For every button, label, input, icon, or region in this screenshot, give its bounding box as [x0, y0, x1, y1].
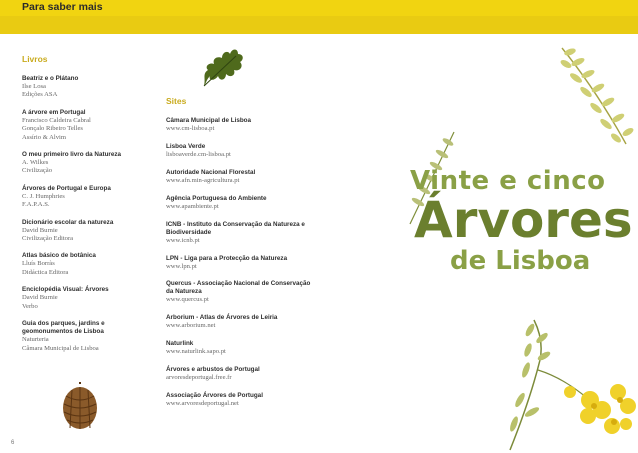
site-title: LPN - Liga para a Protecção da Natureza	[166, 254, 288, 262]
logo-line-3: de Lisboa	[450, 246, 591, 276]
site-entry	[166, 143, 316, 159]
site-url-link[interactable]: www.arvoresdeportugal.net	[166, 400, 239, 408]
site-title: Associação Árvores de Portugal	[166, 392, 263, 400]
book-detail: Ilse Losa	[22, 83, 46, 90]
site-entry	[166, 221, 316, 245]
book-detail: Naturteria	[22, 336, 49, 344]
site-entry	[166, 169, 316, 185]
site-url-link[interactable]: www.apambiente.pt	[166, 202, 219, 210]
books-section	[22, 54, 142, 362]
book-title: Dicionário escolar da natureza	[22, 218, 114, 226]
book-detail: Lluís Borràs	[22, 260, 55, 268]
site-url-link[interactable]: www.afn.min-agricultura.pt	[166, 176, 240, 184]
book-detail: Civilização	[22, 167, 53, 175]
site-title: Arborium - Atlas de Árvores de Leiria	[166, 314, 278, 322]
flowering-branch-illustration	[470, 300, 638, 453]
site-entry	[166, 366, 316, 382]
site-url-link[interactable]: www.cm-lisboa.pt	[166, 125, 215, 132]
book-detail: C. J. Humphries	[22, 192, 65, 200]
book-entry	[22, 320, 142, 353]
book-detail: Francisco Caldeira Cabral	[22, 116, 91, 124]
site-entry	[166, 314, 316, 330]
book-detail: Edições ASA	[22, 91, 58, 99]
book-entry	[22, 185, 142, 210]
book-detail: Assírio & Alvim	[22, 133, 66, 141]
site-title: Árvores e arbustos de Portugal	[166, 366, 260, 374]
book-detail: Câmara Municipal de Lisboa	[22, 344, 99, 352]
acacia-leaf-illustration	[556, 40, 638, 150]
book-detail: David Burnie	[22, 226, 58, 234]
logo-line-2: Árvores	[414, 191, 633, 249]
page-header-title: Para saber mais	[22, 1, 103, 13]
book-title: Guia dos parques, jardins e geomonumentos de Lisboa	[22, 320, 105, 336]
site-entry	[166, 280, 316, 304]
book-entry	[22, 75, 142, 100]
book-detail: Didáctica Editora	[22, 268, 69, 276]
book-entry	[22, 109, 142, 142]
book-entry	[22, 219, 142, 244]
site-title: Naturlink	[166, 340, 194, 348]
book-title: Beatriz e o Plátano	[22, 75, 79, 82]
book-title-logo	[400, 166, 633, 278]
books-section-title: Livros	[22, 54, 48, 64]
book-detail: A. Wilkes	[22, 159, 49, 167]
book-detail: Verbo	[22, 302, 38, 310]
site-entry	[166, 195, 316, 211]
book-detail: Gonçalo Ribeiro Telles	[22, 125, 83, 133]
site-url-link[interactable]: www.arborium.net	[166, 322, 216, 330]
site-url-link[interactable]: arvoresdeportugal.free.fr	[166, 374, 232, 382]
book-detail: Civilização Editora	[22, 235, 74, 243]
logo-line-1: Vinte e cinco	[410, 166, 606, 196]
site-entry	[166, 117, 316, 133]
site-url-link[interactable]: www.naturlink.sapo.pt	[166, 348, 226, 356]
book-detail: David Burnie	[22, 294, 58, 302]
book-title: Árvores de Portugal e Europa	[22, 184, 111, 192]
oak-leaf-illustration	[196, 42, 248, 90]
books-list	[22, 75, 142, 353]
header-band	[0, 16, 638, 34]
site-title: Lisboa Verde	[166, 142, 206, 150]
site-entry	[166, 340, 316, 356]
site-url-link[interactable]: www.icnb.pt	[166, 236, 200, 244]
site-title: Quercus - Associação Nacional de Conservação da Natureza	[166, 280, 311, 296]
sites-section-title: Sites	[166, 96, 187, 106]
book-title: Atlas básico de botânica	[22, 252, 96, 260]
book-entry	[22, 151, 142, 176]
site-entry	[166, 392, 316, 408]
pine-cone-illustration	[58, 382, 102, 432]
book-detail: F.A.P.A.S.	[22, 201, 50, 209]
site-url-link[interactable]: www.quercus.pt	[166, 296, 209, 304]
site-title: Câmara Municipal de Lisboa	[166, 117, 252, 124]
site-entry	[166, 255, 316, 271]
site-title: Agência Portuguesa do Ambiente	[166, 194, 267, 202]
book-title: Enciclopédia Visual: Árvores	[22, 286, 109, 294]
book-title: O meu primeiro livro da Natureza	[22, 151, 122, 159]
sites-section	[166, 96, 316, 418]
book-entry	[22, 286, 142, 311]
sites-list	[166, 117, 316, 408]
book-entry	[22, 252, 142, 277]
site-url-link[interactable]: lisboaverde.cm-lisboa.pt	[166, 150, 231, 158]
page-number: 6	[11, 440, 15, 446]
site-url-link[interactable]: www.lpn.pt	[166, 262, 197, 270]
book-title: A árvore em Portugal	[22, 108, 86, 116]
site-title: Autoridade Nacional Florestal	[166, 168, 256, 176]
site-title: ICNB - Instituto da Conservação da Natureza e Biodiversidade	[166, 220, 305, 236]
